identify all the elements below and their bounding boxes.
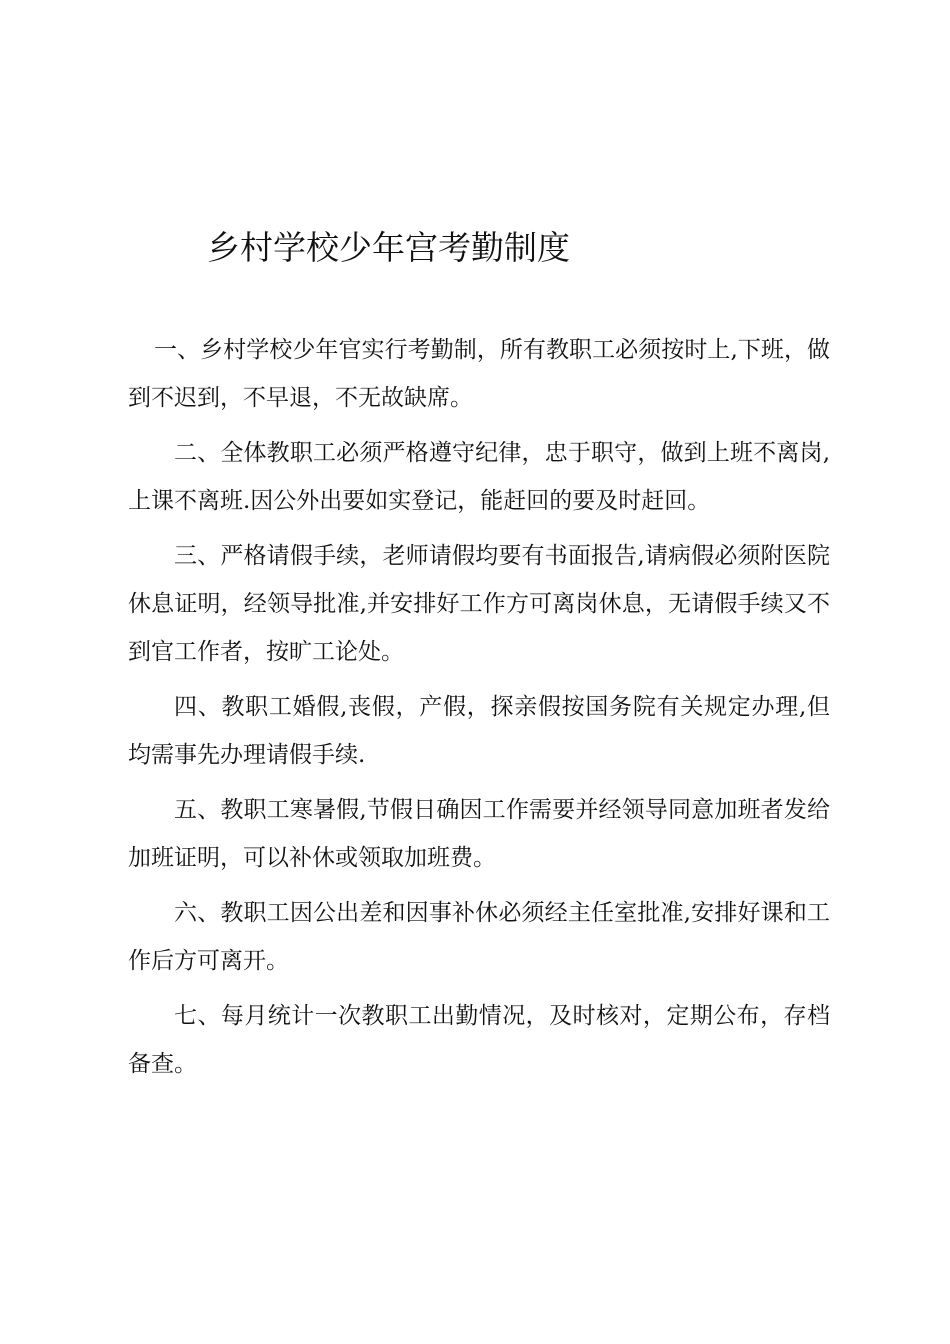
paragraph-7: 七、每月统计一次教职工出勤情况，及时核对，定期公布，存档备查。 [128,1003,830,1077]
paragraph-2: 二、全体教职工必须严格遵守纪律，忠于职守，做到上班不离岗,上课不离班.因公外出要如实登记，能赶回的要及时赶回。 [128,440,830,514]
paragraph-1: 一、乡村学校少年官实行考勤制，所有教职工必须按时上,下班，做到不迟到，不早退，不无故缺席。 [128,337,830,411]
document-body [128,326,830,1095]
paragraph-6: 六、教职工因公出差和因事补休必须经主任室批准,安排好课和工作后方可离开。 [128,900,830,974]
paragraph-4: 四、教职工婚假,丧假，产假，探亲假按国务院有关规定办理,但均需事先办理请假手续. [128,694,830,768]
paragraph-5: 五、教职工寒暑假,节假日确因工作需要并经领导同意加班者发给加班证明，可以补休或领取加班费。 [128,797,830,871]
document-title: 乡村学校少年宫考勤制度 [207,228,570,267]
paragraph-3: 三、严格请假手续，老师请假均要有书面报告,请病假必须附医院休息证明，经领导批准,并安排好工作方可离岗休息，无请假手续又不到官工作者，按旷工论处。 [128,543,830,665]
